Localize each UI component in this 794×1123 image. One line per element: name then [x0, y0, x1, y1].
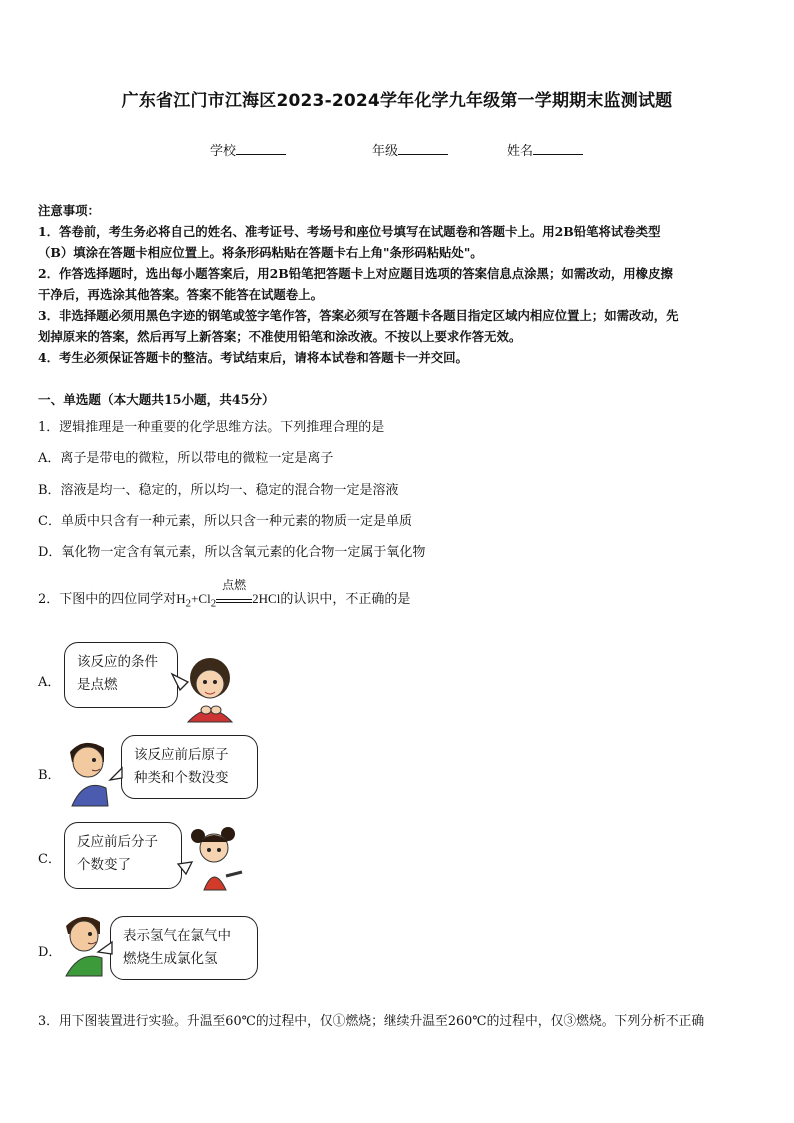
q2-prefix: 2．下图中的四位同学对	[38, 592, 177, 607]
reaction-condition: 点燃	[222, 578, 247, 592]
q2-suffix: 的认识中，不正确的是	[280, 592, 411, 607]
school-blank[interactable]	[236, 142, 286, 155]
notice-line: （B）填涂在答题卡相应位置上。将条形码粘贴在答题卡右上角"条形码粘贴处"。	[38, 245, 483, 260]
q2-option-d-bubble: 表示氢气在氯气中 燃烧生成氯化氢	[110, 916, 258, 980]
notice-line: 2．作答选择题时，选出每小题答案后，用2B铅笔把答题卡上对应题目选项的答案信息点涂黑；如需改动，用橡皮擦	[38, 266, 673, 281]
q1-option-c[interactable]: C．单质中只含有一种元素，所以只含一种元素的物质一定是单质	[38, 514, 412, 529]
girl-pigtails-cartoon-icon	[176, 824, 248, 892]
reaction-arrow	[216, 578, 252, 603]
q2-option-c-label[interactable]: C．	[38, 852, 61, 867]
notice-heading: 注意事项：	[38, 203, 100, 218]
question-1-stem: 1．逻辑推理是一种重要的化学思维方法。下列推理合理的是	[38, 420, 385, 435]
question-2-stem	[38, 578, 411, 610]
reaction-equation: $H_2+Cl_2$ 点燃 2HCl	[176, 578, 281, 610]
section-heading: 一、单选题（本大题共15小题，共45分）	[38, 392, 275, 407]
q2-option-a-bubble: 该反应的条件 是点燃	[64, 642, 178, 708]
name-blank[interactable]	[533, 142, 583, 155]
girl-cartoon-icon	[170, 652, 240, 724]
q2-option-c-bubble: 反应前后分子 个数变了	[64, 822, 182, 889]
q2-option-a-label[interactable]: A．	[38, 675, 61, 690]
notice-line: 4．考生必须保证答题卡的整洁。考试结束后，请将本试卷和答题卡一并交回。	[38, 350, 468, 365]
notice-line: 3．非选择题必须用黑色字迹的钢笔或签字笔作答，答案必须写在答题卡各题目指定区域内相应位置上；如需改动，先	[38, 308, 679, 323]
notice-line: 干净后，再选涂其他答案。答案不能答在试题卷上。	[38, 287, 323, 302]
notice-line: 1．答卷前，考生务必将自己的姓名、准考证号、考场号和座位号填写在试题卷和答题卡上。用2B铅笔将试卷类型	[38, 224, 661, 239]
grade-blank[interactable]	[398, 142, 448, 155]
grade-label: 年级	[372, 144, 399, 159]
school-field[interactable]	[210, 140, 286, 159]
notice-line: 划掉原来的答案，然后再写上新答案；不准使用铅笔和涂改液。不按以上要求作答无效。	[38, 329, 522, 344]
q2-option-d-label[interactable]: D．	[38, 945, 62, 960]
q2-option-b-bubble: 该反应前后原子 种类和个数没变	[121, 735, 258, 799]
name-field[interactable]	[507, 140, 583, 159]
q1-option-a[interactable]: A．离子是带电的微粒，所以带电的微粒一定是离子	[38, 451, 334, 466]
q1-option-b[interactable]: B．溶液是均一、稳定的，所以均一、稳定的混合物一定是溶液	[38, 483, 399, 498]
name-label: 姓名	[507, 144, 534, 159]
notice-block	[38, 200, 760, 368]
q2-option-b-label[interactable]: B．	[38, 768, 61, 783]
q1-option-d[interactable]: D．氧化物一定含有氧元素，所以含氧元素的化合物一定属于氧化物	[38, 545, 426, 560]
school-label: 学校	[210, 144, 237, 159]
question-3-stem: 3．用下图装置进行实验。升温至60℃的过程中，仅①燃烧；继续升温至260℃的过程中，仅③燃烧。下列分析不正确	[38, 1014, 705, 1029]
page-title: 广东省江门市江海区2023-2024学年化学九年级第一学期期末监测试题	[121, 91, 673, 111]
grade-field[interactable]	[372, 140, 448, 159]
